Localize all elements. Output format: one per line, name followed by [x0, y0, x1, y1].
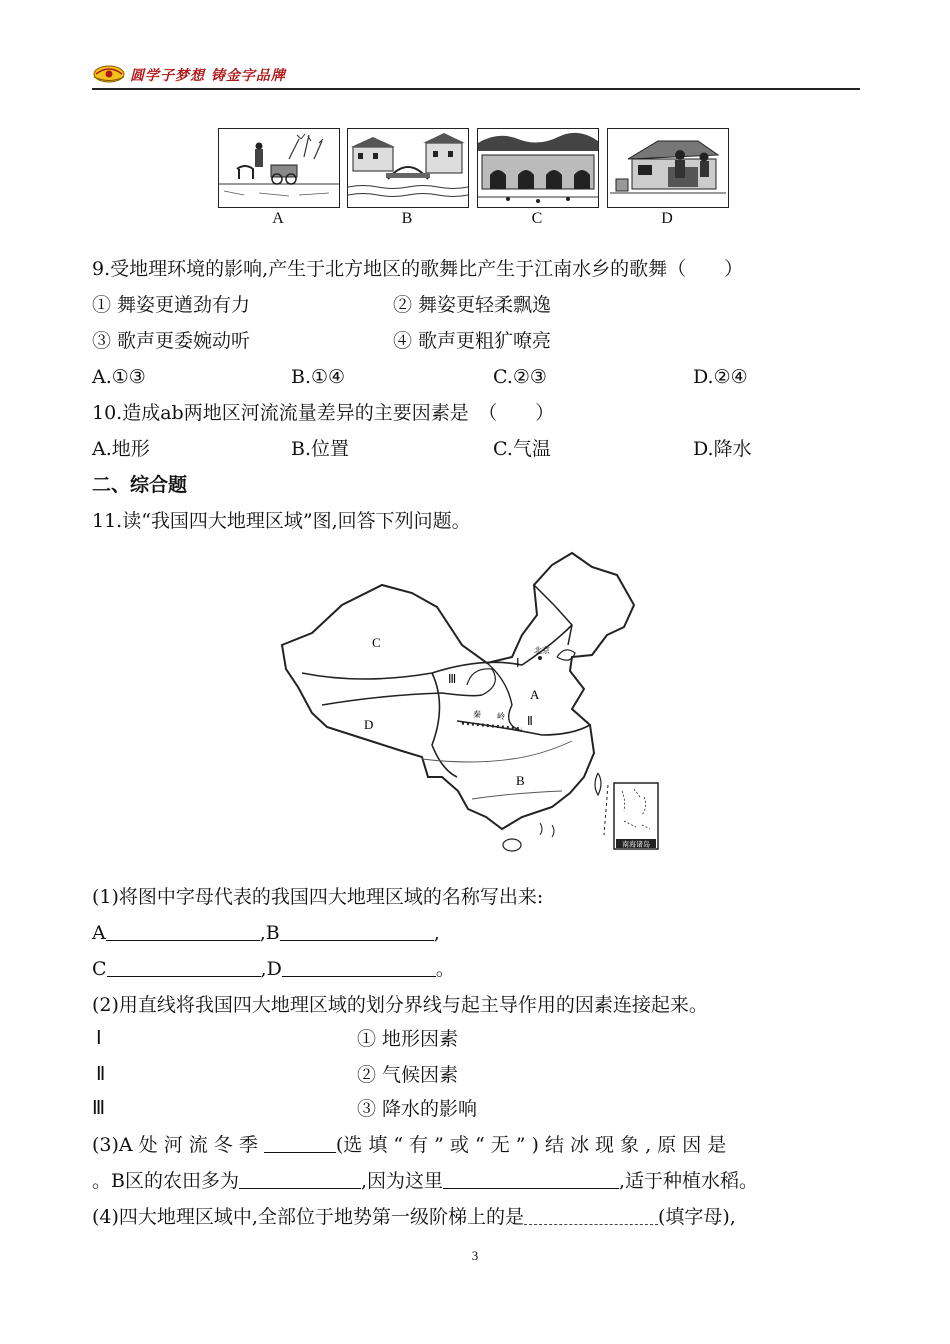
- q9-item-4: ④ 歌声更粗犷嘹亮: [393, 330, 552, 352]
- page-header: [92, 60, 860, 90]
- china-outline: [282, 553, 634, 829]
- label-d: ,D: [260, 958, 282, 980]
- q9-option-b: B.①④: [291, 366, 346, 388]
- q9-item-1: ① 舞姿更遒劲有力: [92, 294, 251, 316]
- answer-blank-step1[interactable]: [524, 1204, 658, 1225]
- match-left-3[interactable]: Ⅲ: [92, 1098, 106, 1119]
- map-label-a: A: [530, 687, 540, 702]
- q11-p4-seg2: (填字母),: [657, 1206, 736, 1228]
- answer-blank-c[interactable]: [107, 956, 261, 977]
- q11-p3-seg1: (3)A 处 河 流 冬 季: [92, 1134, 258, 1156]
- answer-blank-b[interactable]: [280, 920, 434, 941]
- section-title: 二、综合题: [92, 474, 188, 496]
- match-right-3[interactable]: ③ 降水的影响: [357, 1098, 478, 1120]
- boundary-line-2: [457, 721, 590, 735]
- map-label-d: D: [364, 717, 374, 732]
- q9-stem: 9.受地理环境的影响,产生于北方地区的歌舞比产生于江南水乡的歌舞（ ）: [92, 258, 744, 280]
- map-city-beijing: 北京: [534, 646, 550, 655]
- q11-p2-stem: (2)用直线将我国四大地理区域的划分界线与起主导作用的因素连接起来。: [92, 994, 708, 1016]
- q11-p4-seg1: (4)四大地理区域中,全部位于地势第一级阶梯上的是: [92, 1206, 524, 1228]
- q9-option-c: C.②③: [493, 366, 547, 388]
- map-line-label-3: Ⅲ: [448, 672, 457, 686]
- q11-p3-seg3: 。B区的农田多为: [92, 1170, 239, 1192]
- q10-option-c: C.气温: [493, 438, 551, 460]
- map-label-b: B: [516, 773, 525, 788]
- row2-end: 。: [435, 958, 455, 980]
- answer-blank-reason[interactable]: [443, 1168, 619, 1189]
- picture-label-c: C: [531, 210, 543, 227]
- picture-label-a: A: [272, 210, 284, 227]
- inset-label: 南海诸岛: [622, 840, 650, 849]
- answer-blank-farmland[interactable]: [239, 1168, 361, 1189]
- match-right-2[interactable]: ② 气候因素: [357, 1064, 459, 1086]
- label-a: A: [92, 922, 106, 944]
- label-c: C: [92, 958, 107, 980]
- q11-p3-line1: [92, 1132, 726, 1158]
- q11-p3-line2: [92, 1168, 758, 1194]
- q10-option-b: B.位置: [291, 438, 350, 460]
- picture-a: [218, 128, 340, 208]
- map-label-c: C: [372, 635, 381, 650]
- q11-p3-seg2: (选 填 “ 有 ” 或 “ 无 ” ) 结 冰 现 象 , 原 因 是: [335, 1134, 727, 1156]
- answer-blank-a[interactable]: [106, 920, 260, 941]
- map-label-qin: 秦: [473, 710, 481, 719]
- q11-p1-row1: [92, 920, 440, 946]
- q11-p3-seg4: ,因为这里: [360, 1170, 444, 1192]
- answer-blank-d[interactable]: [282, 956, 436, 977]
- q9-item-3: ③ 歌声更委婉动听: [92, 330, 251, 352]
- boundary-line-3: [322, 693, 482, 705]
- q11-p4-line: [92, 1204, 736, 1230]
- picture-c: [477, 128, 599, 208]
- row1-end: ,: [433, 922, 440, 944]
- brand-slogan: 圆学子梦想 铸金字品牌: [130, 68, 286, 84]
- q10-stem: 10.造成ab两地区河流流量差异的主要因素是 （ ）: [92, 402, 555, 424]
- answer-blank-freeze[interactable]: [264, 1132, 336, 1153]
- q9-option-d: D.②④: [693, 366, 748, 388]
- q10-option-a: A.地形: [92, 438, 150, 460]
- china-regions-map: [272, 545, 672, 855]
- label-b: ,B: [259, 922, 280, 944]
- map-label-ling: 岭: [497, 712, 505, 721]
- q11-p1-row2: [92, 956, 455, 982]
- picture-b: [347, 128, 469, 208]
- map-line-label-2: Ⅱ: [527, 714, 533, 728]
- q11-stem: 11.读“我国四大地理区域”图,回答下列问题。: [92, 510, 471, 532]
- map-line-label-1: Ⅰ: [516, 656, 520, 670]
- picture-label-b: B: [401, 210, 413, 227]
- match-right-1[interactable]: ① 地形因素: [357, 1028, 459, 1050]
- page-number: 3: [471, 1248, 479, 1263]
- boundary-line-1: [302, 625, 572, 679]
- picture-d: [607, 128, 729, 208]
- q11-p3-seg5: ,适于种植水稻。: [619, 1170, 759, 1192]
- picture-label-d: D: [661, 210, 673, 227]
- brand-logo-icon: [92, 62, 126, 84]
- match-left-2[interactable]: Ⅱ: [96, 1064, 106, 1085]
- q9-option-a: A.①③: [92, 366, 146, 388]
- south-china-sea-inset: [614, 783, 658, 849]
- q9-item-2: ② 舞姿更轻柔飘逸: [393, 294, 552, 316]
- q10-option-d: D.降水: [693, 438, 752, 460]
- match-left-1[interactable]: Ⅰ: [96, 1028, 102, 1049]
- q11-p1-stem: (1)将图中字母代表的我国四大地理区域的名称写出来:: [92, 886, 544, 908]
